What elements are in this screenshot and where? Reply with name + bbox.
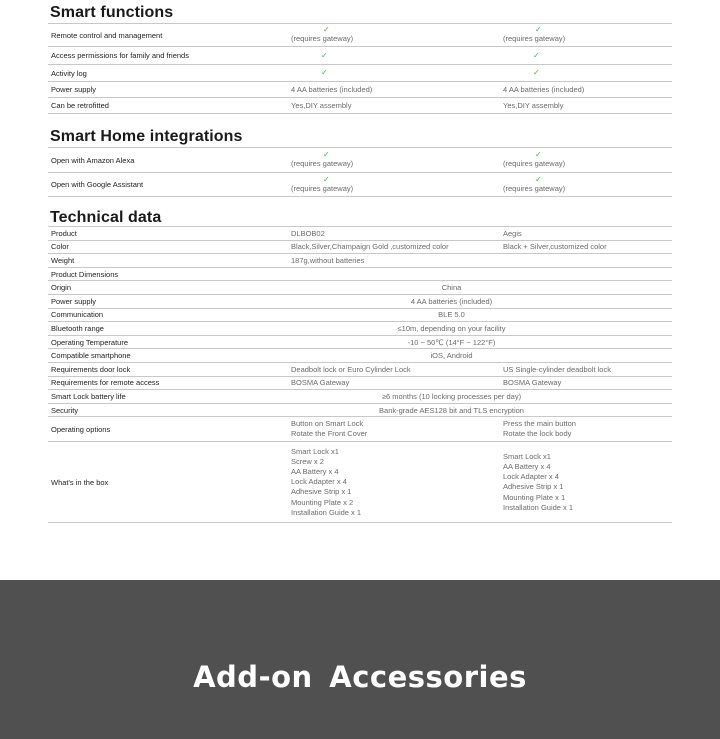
- check-icon: ✓: [535, 150, 542, 159]
- cell-value: Yes,DIY assembly: [291, 101, 352, 110]
- cell-value: 4 AA batteries (included): [410, 296, 493, 306]
- check-icon: ✓: [323, 150, 330, 159]
- row-label: Compatible smartphone: [51, 351, 131, 361]
- cell-value: Bank-grade AES128 bit and TLS encryption: [379, 405, 524, 415]
- table-row: [48, 294, 672, 308]
- row-label: Open with Google Assistant: [51, 180, 144, 189]
- cell-value: -10 ~ 50℃ (14°F ~ 122°F): [407, 337, 496, 347]
- cell-value: Black,Silver,Champaign Gold ,customized color: [291, 242, 449, 252]
- cell-value: iOS, Android: [430, 351, 473, 361]
- row-label: Open with Amazon Alexa: [51, 155, 135, 165]
- cell-value: (requires gateway): [291, 183, 354, 193]
- cell-line: AA Battery x 4: [291, 467, 339, 476]
- section-title-smart-functions: Smart functions: [50, 4, 174, 21]
- cell-line: Mounting Plate x 1: [503, 492, 566, 502]
- table-row: [48, 226, 672, 240]
- cell-line: Smart Lock x1: [291, 446, 339, 456]
- cell-line: Rotate the lock body: [503, 429, 572, 439]
- table-row: [48, 172, 672, 197]
- cell-value: DLBOB02: [291, 228, 325, 238]
- table-row: [48, 253, 672, 267]
- cell-line: Installation Guide x 1: [291, 507, 362, 517]
- cell-value: BOSMA Gateway: [291, 378, 350, 388]
- row-label: Weight: [51, 255, 75, 265]
- cell-value: US Single-cylinder deadbolt lock: [503, 364, 611, 374]
- check-icon: ✓: [321, 68, 328, 77]
- cell-line: Lock Adapter x 4: [291, 477, 347, 487]
- spec-sheet: [48, 0, 672, 523]
- row-label: Activity log: [51, 68, 87, 78]
- check-icon: ✓: [533, 50, 540, 60]
- table-row: [48, 441, 672, 523]
- cell-line: Installation Guide x 1: [503, 502, 574, 512]
- row-label: Product Dimensions: [51, 269, 119, 279]
- cell-value: (requires gateway): [503, 34, 566, 43]
- row-label: Communication: [51, 310, 104, 320]
- table-row: [48, 267, 672, 281]
- row-label: Color: [51, 242, 69, 252]
- row-label: Power supply: [51, 296, 97, 306]
- check-icon: ✓: [323, 174, 330, 184]
- cell-value: 187g,without batteries: [291, 255, 365, 265]
- cell-line: Lock Adapter x 4: [503, 472, 559, 482]
- row-label: Smart Lock battery life: [51, 391, 126, 401]
- cell-value: BLE 5.0: [438, 310, 465, 320]
- banner-title: Add-on Accessories: [193, 660, 527, 694]
- row-label: Power supply: [51, 85, 97, 94]
- check-icon: ✓: [533, 68, 540, 77]
- cell-value: China: [441, 283, 462, 293]
- row-label: Remote control and management: [51, 30, 163, 40]
- cell-value: Yes,DIY assembly: [503, 101, 564, 110]
- cell-line: Adhesive Strip x 1: [291, 487, 352, 497]
- cell-line: Mounting Plate x 2: [291, 497, 354, 507]
- cell-value: [503, 268, 672, 281]
- table-row: [48, 23, 672, 46]
- row-label: Security: [51, 405, 79, 415]
- table-row: [48, 280, 672, 294]
- section-title-technical-data: Technical data: [50, 209, 162, 226]
- cell-value: (requires gateway): [503, 183, 566, 193]
- cell-value: BOSMA Gateway: [503, 378, 562, 388]
- cell-value: [503, 254, 672, 267]
- cell-value: Black + Silver,customized color: [503, 242, 607, 252]
- cell-value: (requires gateway): [291, 159, 354, 168]
- table-row: [48, 97, 672, 114]
- section-title-smart-home: Smart Home integrations: [50, 128, 243, 145]
- cell-line: Smart Lock x1: [503, 451, 551, 461]
- table-row: [48, 362, 672, 376]
- cell-line: Button on Smart Lock: [291, 419, 364, 429]
- table-row: [48, 416, 672, 441]
- table-row: [48, 147, 672, 172]
- check-icon: ✓: [321, 50, 328, 60]
- cell-value: (requires gateway): [291, 34, 354, 43]
- row-label: Requirements door lock: [51, 364, 131, 374]
- table-row: [48, 64, 672, 81]
- row-label: What's in the box: [51, 477, 109, 487]
- table-row: [48, 403, 672, 417]
- check-icon: ✓: [535, 25, 542, 34]
- cell-value: 4 AA batteries (included): [503, 85, 585, 94]
- cell-value: Aegis: [503, 228, 522, 238]
- cell-line: Press the main button: [503, 419, 576, 429]
- table-row: [48, 348, 672, 362]
- row-label: Origin: [51, 283, 72, 293]
- table-row: [48, 81, 672, 97]
- row-label: Operating options: [51, 424, 111, 434]
- cell-value: Deadbolt lock or Euro Cylinder Lock: [291, 364, 411, 374]
- row-label: Operating Temperature: [51, 337, 128, 347]
- table-row: [48, 376, 672, 390]
- row-label: Access permissions for family and friends: [51, 51, 189, 60]
- check-icon: ✓: [323, 25, 330, 34]
- table-row: [48, 389, 672, 403]
- cell-value: ≥6 months (10 locking processes per day): [381, 391, 522, 401]
- table-row: [48, 46, 672, 64]
- cell-value: ≤10m, depending on your facility: [397, 323, 506, 333]
- table-row: [48, 308, 672, 322]
- cell-line: Adhesive Strip x 1: [503, 482, 564, 492]
- row-label: Requirements for remote access: [51, 378, 160, 388]
- table-row: [48, 335, 672, 349]
- cell-value: (requires gateway): [503, 159, 566, 168]
- cell-line: Rotate the Front Cover: [291, 429, 368, 439]
- table-row: [48, 240, 672, 254]
- check-icon: ✓: [535, 174, 542, 184]
- cell-value: [291, 268, 503, 281]
- row-label: Product: [51, 228, 77, 238]
- row-label: Can be retrofitted: [51, 101, 109, 110]
- cell-line: Screw x 2: [291, 456, 324, 466]
- cell-value: 4 AA batteries (included): [291, 85, 373, 94]
- cell-line: AA Battery x 4: [503, 461, 551, 471]
- table-row: [48, 321, 672, 335]
- row-label: Bluetooth range: [51, 323, 104, 333]
